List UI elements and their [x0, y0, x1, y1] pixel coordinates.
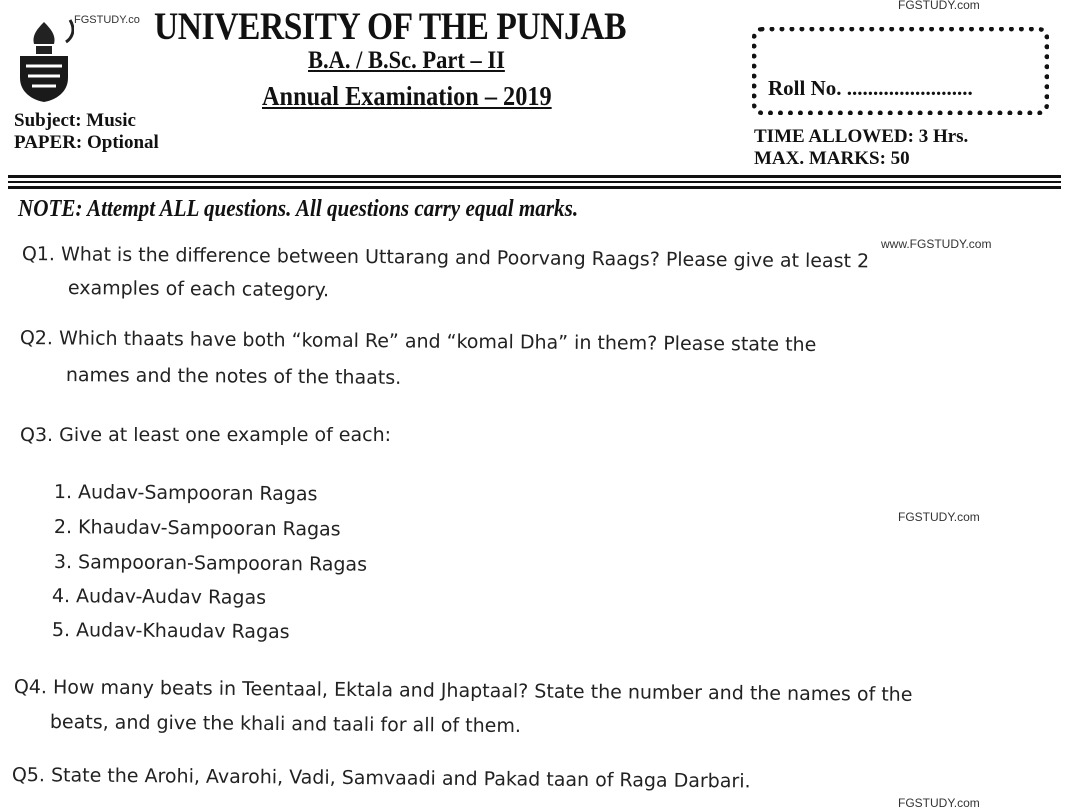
- question-3-item: 3. Sampooran-Sampooran Ragas: [53, 551, 368, 576]
- question-4-line-1: Q4. How many beats in Teentaal, Ektala and Jhaptaal? State the number and the names of the: [13, 676, 913, 706]
- question-3-item: 4. Audav-Audav Ragas: [51, 585, 267, 609]
- header-divider-top: [8, 175, 1061, 178]
- watermark-top-right: FGSTUDY.com: [898, 0, 980, 12]
- question-3-item: 5. Audav-Khaudav Ragas: [51, 619, 290, 644]
- question-3-line-1: Q3. Give at least one example of each:: [20, 424, 392, 446]
- subject-label: Subject: Music: [14, 110, 136, 131]
- paper-label: PAPER: Optional: [14, 132, 159, 153]
- university-title: UNIVERSITY OF THE PUNJAB: [154, 5, 627, 48]
- question-4-line-2: beats, and give the khali and taali for all of them.: [49, 711, 522, 738]
- watermark-bottom-right: FGSTUDY.com: [898, 796, 980, 810]
- question-1-line-2: examples of each category.: [67, 277, 330, 302]
- max-marks: MAX. MARKS: 50: [754, 148, 910, 169]
- question-5-line-1: Q5. State the Arohi, Avarohi, Vadi, Samvaadi and Pakad taan of Raga Darbari.: [11, 764, 751, 793]
- program-title: B.A. / B.Sc. Part – II: [308, 47, 505, 74]
- watermark-mid-right: FGSTUDY.com: [898, 510, 980, 524]
- exam-note: NOTE: Attempt ALL questions. All questions carry equal marks.: [18, 196, 579, 222]
- time-allowed: TIME ALLOWED: 3 Hrs.: [754, 126, 969, 147]
- roll-number-box: [752, 27, 1049, 115]
- question-1-line-1: Q1. What is the difference between Uttarang and Poorvang Raags? Please give at least 2: [21, 243, 870, 273]
- exam-title: Annual Examination – 2019: [262, 81, 552, 111]
- header-divider-middle: [8, 181, 1061, 183]
- question-3-item: 1. Audav-Sampooran Ragas: [53, 481, 318, 506]
- university-seal-icon: [14, 16, 74, 104]
- roll-number-field: Roll No. ........................: [768, 76, 973, 100]
- question-2-line-2: names and the notes of the thaats.: [65, 364, 402, 389]
- watermark-mid-right-url: www.FGSTUDY.com: [881, 237, 992, 251]
- header-divider-bottom: [8, 186, 1061, 189]
- watermark-top-left: FGSTUDY.co: [74, 14, 140, 26]
- question-3-item: 2. Khaudav-Sampooran Ragas: [53, 516, 341, 541]
- question-2-line-1: Q2. Which thaats have both “komal Re” and “komal Dha” in them? Please state the: [19, 327, 817, 356]
